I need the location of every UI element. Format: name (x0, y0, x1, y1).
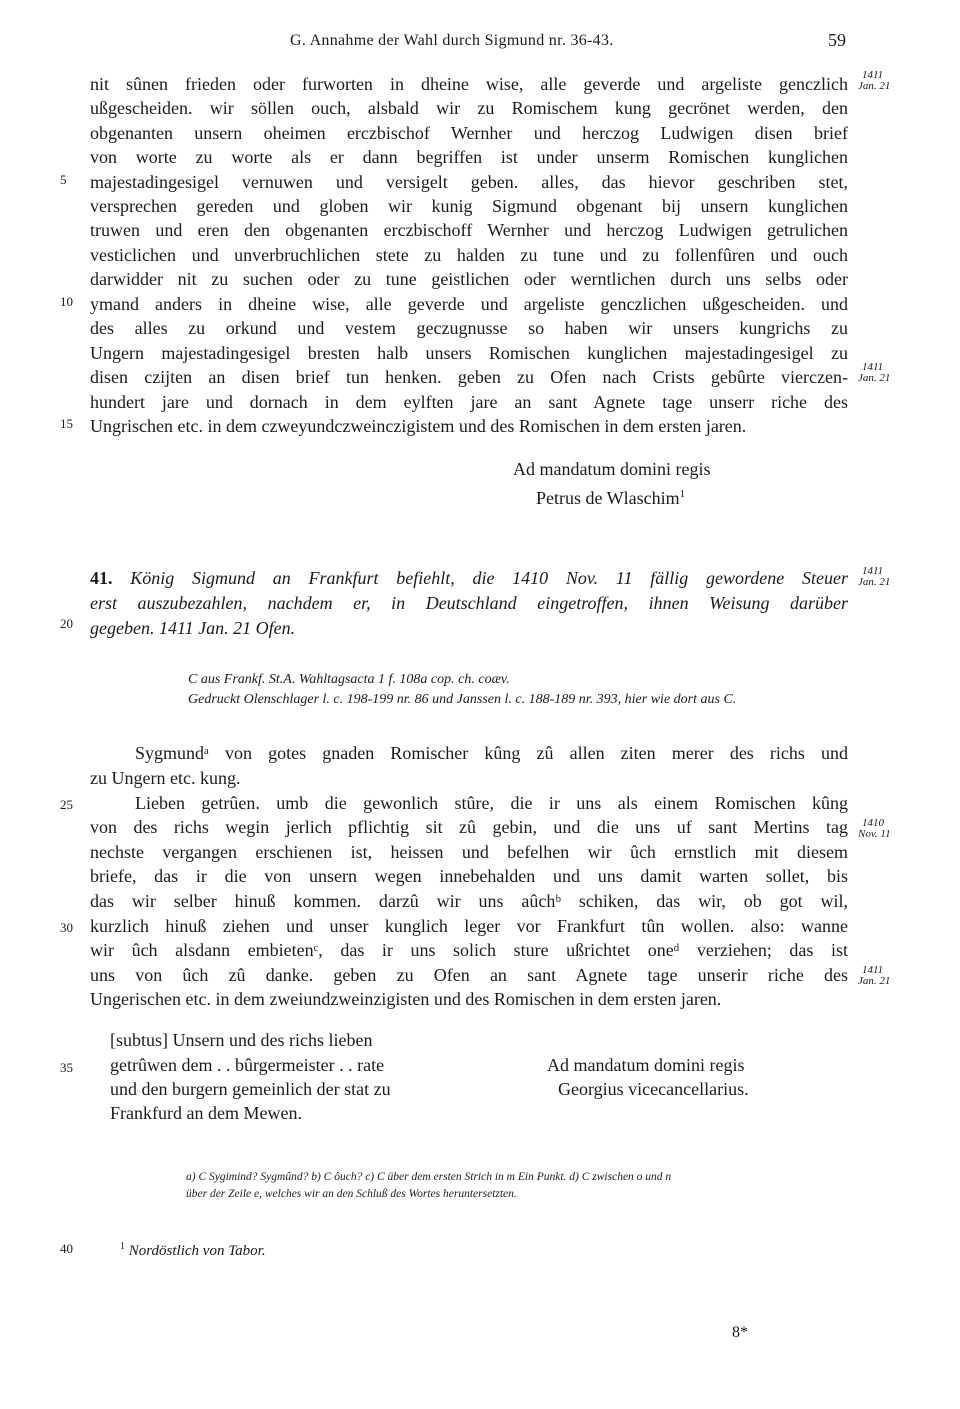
body-line: ußgescheiden. wir söllen ouch, alsbald wir zu Romischem kung gecrönet werden, den (90, 98, 848, 118)
signature-1-line1: Ad mandatum domini regis (513, 459, 711, 479)
margin-date (858, 566, 890, 588)
document-41-number: 41. (90, 568, 113, 588)
body-line: von worte zu worte als er dann begriffen ist under unserm Romischen kunglichen (90, 147, 848, 167)
margin-date-year: 1411 (862, 565, 884, 577)
document-41-line: uns von ûch zû danke. geben zu Ofen an sant Agnete tage unserir riche des (90, 965, 848, 985)
line-number: 30 (60, 920, 73, 935)
document-41-line: Lieben getrûen. umb die gewonlich stûre, die ir uns als einem Romischen kûng (135, 793, 848, 813)
margin-date-year: 1411 (862, 361, 884, 373)
signature-1-footnote-mark: 1 (679, 488, 686, 500)
document-41-heading-text-1: König Sigmund an Frankfurt befiehlt, die 1410 Nov. 11 fällig gewordene Steuer (130, 568, 848, 588)
line-number: 20 (60, 616, 73, 631)
text-note-line1: a) C Sygimind? Sygmûnd? b) C ôuch? c) C über dem ersten Strich in m Ein Punkt. d) C zwischen o und n (186, 1171, 672, 1183)
document-41-line: kurzlich hinuß ziehen und unser kunglich leger vor Frankfurt tûn wollen. also: wanne (90, 916, 848, 936)
margin-date-day: Jan. 21 (858, 80, 891, 92)
body-line: obgenanten unsern oheimen erczbischof Wernher und herczog Ludwigen disen brief (90, 123, 848, 143)
document-41-line: von des richs wegin jerlich pflichtig sit zû gebin, und die uns uf sant Mertins tag (90, 817, 848, 837)
margin-date-day: Jan. 21 (858, 372, 891, 384)
body-line: Ungrischen etc. in dem czweyundczweinczigistem und des Romischen in dem ersten jaren. (90, 416, 747, 436)
document-41-heading-line3: gegeben. 1411 Jan. 21 Ofen. (90, 618, 296, 638)
body-line: nit sûnen frieden oder furworten in dheine wise, alle geverde und argeliste genczlich (90, 74, 848, 94)
page-number: 59 (828, 30, 846, 50)
margin-date-day: Jan. 21 (858, 576, 891, 588)
address-line3: und den burgern gemeinlich der stat zu (110, 1079, 391, 1099)
margin-date (858, 965, 890, 987)
body-line: ymand anders in dheine wise, alle geverde und argeliste genczlichen ußgescheiden. und (90, 294, 848, 314)
document-41-heading-line2: erst auszubezahlen, nachdem er, in Deutschland eingetroffen, ihnen Weisung darüber (90, 593, 848, 613)
signature-2-line2: Georgius vicecancellarius. (558, 1079, 749, 1099)
footnote-1-text: Nordöstlich von Tabor. (128, 1243, 266, 1259)
body-line: majestadingesigel vernuwen und versigelt geben. alles, das hievor geschriben stet, (90, 172, 848, 192)
body-line: versprechen gereden und globen wir kunig Sigmund obgenant bij unsern kunglichen (90, 196, 848, 216)
document-41-line: briefe, das ir die von unsern wegen innebehalden und uns damit warten sollet, bis (90, 866, 848, 886)
margin-date-day: Nov. 11 (858, 828, 891, 840)
margin-date (858, 70, 890, 92)
margin-date (858, 818, 891, 840)
body-line: des alles zu orkund und vestem geczugnusse so haben wir unsers kungrichs zu (90, 318, 848, 338)
body-line: disen czijten an disen brief tun henken. geben zu Ofen nach Crists gebûrte vierczen- (90, 367, 848, 387)
margin-date-year: 1411 (862, 964, 884, 976)
signature-1-name: Petrus de Wlaschim (536, 488, 680, 508)
footnote-1 (120, 1241, 266, 1260)
document-41-line: nechste vergangen erschienen ist, heissen und befelhen wir ûch ernstlich mit diesem (90, 842, 848, 862)
document-41-line: wir ûch alsdann embietenᶜ, das ir uns solich sture ußrichtet oneᵈ verziehen; das ist (90, 940, 848, 960)
line-number: 40 (60, 1241, 73, 1256)
document-41-line: Sygmundᵃ von gotes gnaden Romischer kûng zû allen ziten merer des richs und (135, 743, 848, 763)
text-note-line2: über der Zeile e, welches wir an den Schluß des Wortes heruntersetzten. (186, 1188, 517, 1200)
document-41-source-line2: Gedruckt Olenschlager l. c. 198-199 nr. 86 und Janssen l. c. 188-189 nr. 393, hier wie dort aus C. (188, 692, 737, 707)
line-number: 25 (60, 797, 73, 812)
address-line1: [subtus] Unsern und des richs lieben (110, 1030, 373, 1050)
sheet-signature: 8* (732, 1324, 748, 1341)
signature-2-line1: Ad mandatum domini regis (547, 1055, 745, 1075)
footnote-1-mark: 1 (120, 1241, 125, 1252)
document-41-source-line1: C aus Frankf. St.A. Wahltagsacta 1 f. 108a cop. ch. coæv. (188, 672, 510, 687)
margin-date-year: 1410 (862, 817, 884, 829)
address-line2: getrûwen dem . . bûrgermeister . . rate (110, 1055, 385, 1075)
document-41-line: das wir selber hinuß kommen. darzû wir uns aûchᵇ schiken, das wir, ob got wil, (90, 891, 848, 911)
document-41-line: Ungerischen etc. in dem zweiundzweinzigisten und des Romischen in dem ersten jaren. (90, 989, 722, 1009)
address-line4: Frankfurd an dem Mewen. (110, 1103, 302, 1123)
line-number: 15 (60, 416, 73, 431)
document-41-heading-line1 (90, 566, 848, 590)
body-line: vesticlichen und unverbruchlichen stete zu halden zu tune und zu follenfûren und ouch (90, 245, 848, 265)
margin-date-day: Jan. 21 (858, 975, 891, 987)
body-line: Ungern majestadingesigel bresten halb unsers Romischen kunglichen majestadingesigel zu (90, 343, 848, 363)
running-title: G. Annahme der Wahl durch Sigmund nr. 36-43. (290, 32, 614, 49)
body-line: truwen und eren den obgenanten erczbischoff Wernher und herczog Ludwigen getrulichen (90, 220, 848, 240)
line-number: 5 (60, 172, 67, 187)
margin-date-year: 1411 (862, 69, 884, 81)
line-number: 35 (60, 1060, 73, 1075)
margin-date (858, 362, 890, 384)
body-line: darwidder nit zu suchen oder zu tune geistlichen oder werntlichen durch uns selbs oder (90, 269, 848, 289)
line-number: 10 (60, 294, 73, 309)
signature-1-line2 (536, 482, 685, 510)
document-41-line: zu Ungern etc. kung. (90, 768, 241, 788)
body-line: hundert jare und dornach in dem eylften jare an sant Agnete tage unserr riche des (90, 392, 848, 412)
